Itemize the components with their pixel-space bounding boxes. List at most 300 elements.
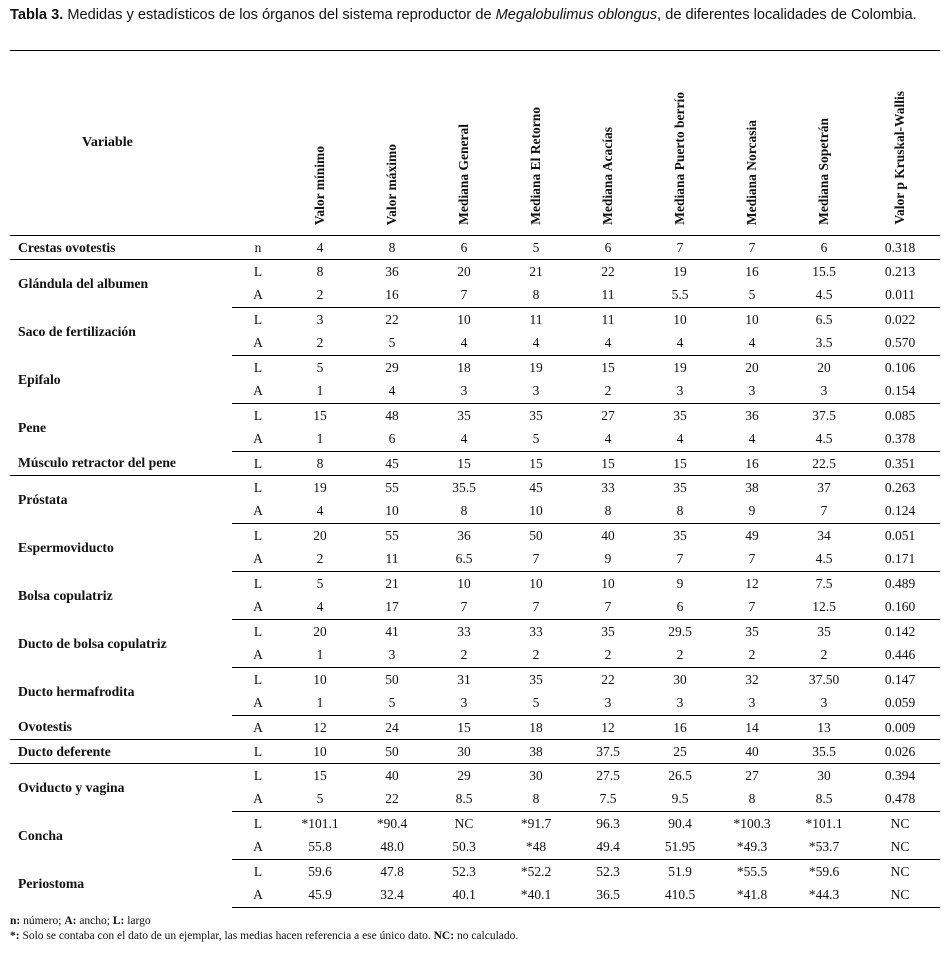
table-cell: 5 [316,359,324,375]
table-cell: *49.3 [716,836,788,860]
table-cell: 0.160 [860,596,940,620]
measure-type: L [253,527,263,543]
table-cell: *101.1 [301,815,339,831]
table-cell: 6 [788,236,860,260]
column-header-label: Mediana Puerto berrío [672,92,688,225]
table-cell: 8 [500,788,572,812]
table-cell: 22 [601,671,615,687]
table-cell: 2 [428,644,500,668]
table-cell: 15.5 [812,263,836,279]
note-term: L: [112,915,125,927]
table-cell: 3 [428,692,500,716]
table-cell: 4 [284,500,356,524]
table-cell: 10 [457,311,471,327]
notes-line-symbols [10,929,940,944]
table-cell: 12 [572,716,644,740]
table-cell: 0.011 [860,284,940,308]
table-cell: 8 [572,500,644,524]
variable-name: Pene [18,419,47,435]
table-row [10,740,940,764]
note-definition: Solo se contaba con el dato de un ejemplar, las medias hacen referencia a ese único dato. [19,930,434,942]
table-cell: 7.5 [815,575,833,591]
table-cell: 19 [529,359,543,375]
table-cell: 35 [673,407,687,423]
column-header [284,51,356,236]
measure-type: L [232,452,284,476]
table-cell: 34 [817,527,831,543]
table-cell: 13 [788,716,860,740]
table-cell: 9.5 [644,788,716,812]
table-row [10,860,940,884]
table-cell: 5 [356,692,428,716]
table-cell: 26.5 [668,767,692,783]
table-cell: 35 [457,407,471,423]
column-header-label: Valor mínimo [312,145,328,225]
table-cell: 8 [500,284,572,308]
table-cell: 4.5 [788,548,860,572]
table-cell: 37.5 [572,740,644,764]
table-cell: 10 [673,311,687,327]
variable-name: Ducto hermafrodita [18,683,135,699]
table-cell: 5.5 [644,284,716,308]
table-cell: 36 [385,263,399,279]
table-cell: *101.1 [805,815,843,831]
variable-name: Ducto de bolsa copulatriz [18,635,167,651]
caption-label: Tabla 3. [10,7,64,23]
table-cell: 3 [716,380,788,404]
table-cell: 3 [500,380,572,404]
table-cell: 4 [572,332,644,356]
variable-name: Periostoma [18,875,85,891]
note-term: NC: [433,930,455,942]
table-cell: 0.378 [860,428,940,452]
table-cell: 1 [284,644,356,668]
note-definition: largo [124,915,151,927]
table-cell: 0.318 [860,236,940,260]
table-cell: 30 [529,767,543,783]
table-cell: 3 [644,692,716,716]
table-cell: 20 [313,527,327,543]
measure-type: A [232,596,284,620]
variable-name: Espermoviducto [18,539,114,555]
column-header-label: Valor máximo [384,143,400,225]
measure-type: L [253,359,263,375]
table-cell: 0.570 [860,332,940,356]
table-cell: NC [860,884,940,908]
table-cell: 5 [500,428,572,452]
table-cell: *59.6 [808,863,840,879]
table-cell: 15 [313,407,327,423]
table-cell: 10 [457,575,471,591]
table-cell: 3.5 [788,332,860,356]
measure-type: A [232,716,284,740]
table-cell: 35 [673,479,687,495]
measure-type: A [232,500,284,524]
table-cell: 5 [716,284,788,308]
measure-type: L [253,767,263,783]
table-cell: 0.059 [860,692,940,716]
table-cell: 35 [601,623,615,639]
table-cell: 37.50 [808,671,840,687]
table-cell: 6.5 [428,548,500,572]
column-header [428,51,500,236]
measure-type: L [253,311,263,327]
table-cell: 29 [385,359,399,375]
table-cell: 8 [644,500,716,524]
note-definition: no calculado. [454,930,519,942]
table-cell: 8 [428,500,500,524]
note-term: n: [10,915,21,927]
table-cell: 3 [316,311,324,327]
table-cell: 4 [428,428,500,452]
table-cell: 1 [284,692,356,716]
measure-type: L [253,263,263,279]
table-cell: 5 [500,236,572,260]
variable-name: Concha [18,827,63,843]
table-cell: 25 [644,740,716,764]
table-cell: 2 [788,644,860,668]
table-row [10,452,940,476]
measure-type: A [232,788,284,812]
table-cell: 7 [500,548,572,572]
header-row [10,51,940,236]
column-header-label: Mediana Norcasia [744,119,760,225]
table-caption [10,6,945,24]
table-row [10,260,940,284]
table-cell: 0.147 [884,671,916,687]
measure-type: L [253,863,263,879]
caption-species: Megalobulimus oblongus [495,7,658,23]
table-cell: 6 [572,236,644,260]
table-cell: 16 [716,452,788,476]
table-row [10,572,940,596]
table-cell: 4 [428,332,500,356]
column-header-label: Mediana General [456,124,472,225]
table-cell: 5 [356,332,428,356]
table-cell: 1 [284,428,356,452]
table-cell: 10 [500,500,572,524]
table-cell: 15 [428,716,500,740]
table-cell: 29.5 [668,623,692,639]
variable-name: Crestas ovotestis [10,236,232,260]
table-cell: 37.5 [812,407,836,423]
table-cell: 38 [745,479,759,495]
table-cell: 33 [457,623,471,639]
table-cell: 4 [284,236,356,260]
table-cell: 21 [385,575,399,591]
table-cell: 10 [745,311,759,327]
measure-type: L [232,740,284,764]
table-cell: 50.3 [428,836,500,860]
table-cell: 59.6 [308,863,332,879]
table-cell: 3 [788,380,860,404]
table-cell: *55.5 [736,863,768,879]
table-cell: 3 [716,692,788,716]
table-cell: 50 [529,527,543,543]
caption-text-after: , de diferentes localidades de Colombia. [657,7,917,23]
table-cell: 9 [676,575,684,591]
table-cell: 0.478 [860,788,940,812]
table-cell: 15 [500,452,572,476]
table-cell: 2 [644,644,716,668]
table-cell: 18 [500,716,572,740]
table-cell: 30 [428,740,500,764]
table-cell: 2 [284,284,356,308]
table-row [10,356,940,380]
table-cell: *48 [500,836,572,860]
variable-name: Saco de fertilización [18,323,136,339]
table-cell: NC [890,815,910,831]
measure-type: n [232,236,284,260]
data-table [10,50,940,908]
table-cell: 0.263 [884,479,916,495]
table-cell: 27 [745,767,759,783]
table-cell: 7 [716,596,788,620]
table-cell: 410.5 [644,884,716,908]
table-cell: 37 [817,479,831,495]
table-cell: 11 [529,311,543,327]
table-row [10,716,940,740]
table-cell: 20 [313,623,327,639]
variable-name: Oviducto y vagina [18,779,125,795]
table-cell: 5 [500,692,572,716]
table-cell: 10 [284,740,356,764]
table-cell: 22 [601,263,615,279]
table-cell: 40 [716,740,788,764]
column-header-label: Mediana El Retorno [528,107,544,225]
table-cell: 35 [745,623,759,639]
table-cell: 22 [385,311,399,327]
variable-name: Glándula del albumen [18,275,149,291]
table-cell: 4.5 [788,428,860,452]
table-cell: 8 [356,236,428,260]
table-cell: 12 [745,575,759,591]
table-cell: 40 [385,767,399,783]
table-cell: 0.154 [860,380,940,404]
table-cell: *91.7 [520,815,552,831]
column-header-label: Mediana Acacías [600,127,616,225]
table-cell: 10 [313,671,327,687]
table-cell: 55.8 [284,836,356,860]
table-cell: 3 [572,692,644,716]
table-cell: 5 [284,788,356,812]
table-cell: 0.351 [860,452,940,476]
table-cell: 0.026 [860,740,940,764]
table-row [10,524,940,548]
table-cell: 3 [644,380,716,404]
table-cell: 7 [572,596,644,620]
table-cell: 5 [316,575,324,591]
column-header [644,51,716,236]
column-header [788,51,860,236]
table-cell: 49.4 [572,836,644,860]
variable-name: Bolsa copulatriz [18,587,113,603]
table-cell: 15 [601,359,615,375]
table-cell: 52.3 [452,863,476,879]
table-cell: 0.085 [884,407,916,423]
table-row [10,812,940,836]
table-cell: 2 [284,332,356,356]
table-cell: 2 [284,548,356,572]
measure-type: A [232,548,284,572]
table-cell: 4 [356,380,428,404]
table-cell: 45.9 [284,884,356,908]
table-cell: 0.051 [884,527,916,543]
table-cell: 0.009 [860,716,940,740]
table-cell: 40 [601,527,615,543]
table-cell: 4.5 [788,284,860,308]
table-cell: NC [454,815,474,831]
notes-line-abbreviations [10,914,940,929]
table-cell: 20 [457,263,471,279]
table-cell: 45 [356,452,428,476]
table-row [10,404,940,428]
table-cell: 6 [428,236,500,260]
column-header [716,51,788,236]
table-cell: 11 [356,548,428,572]
table-cell: 96.3 [596,815,620,831]
table-cell: 9 [716,500,788,524]
measure-type: A [232,836,284,860]
table-cell: 7 [716,548,788,572]
note-term: A: [64,915,77,927]
table-cell: 8 [316,263,324,279]
table-cell: 38 [500,740,572,764]
table-cell: 7 [788,500,860,524]
table-cell: 9 [572,548,644,572]
measure-type: L [253,815,263,831]
note-term: *: [10,930,20,942]
table-cell: *52.2 [520,863,552,879]
table-cell: 7 [644,548,716,572]
table-cell: 20 [745,359,759,375]
measure-type: L [253,479,263,495]
table-cell: 21 [529,263,543,279]
measure-type: A [232,428,284,452]
table-cell: 22.5 [788,452,860,476]
table-cell: 49 [745,527,759,543]
table-cell: 12 [284,716,356,740]
column-header [356,51,428,236]
measure-type: A [232,284,284,308]
caption-text-before: Medidas y estadísticos de los órganos del sistema reproductor de [63,7,496,23]
table-cell: 0.213 [884,263,916,279]
table-cell: 7 [500,596,572,620]
table-cell: 30 [673,671,687,687]
variable-name: Próstata [18,491,68,507]
measure-type: L [253,623,263,639]
variable-header: Variable [10,51,284,236]
table-cell: 8 [284,452,356,476]
table-cell: 19 [673,359,687,375]
table-cell: 45 [529,479,543,495]
table-cell: 6 [644,596,716,620]
table-cell: 7 [644,236,716,260]
column-header [500,51,572,236]
table-cell: 51.95 [644,836,716,860]
table-cell: 8.5 [428,788,500,812]
table-cell: 55 [385,479,399,495]
measure-type: L [253,575,263,591]
table-cell: 0.446 [860,644,940,668]
table-row [10,236,940,260]
table-cell: 16 [644,716,716,740]
measure-type: L [253,671,263,687]
table-cell: NC [890,863,910,879]
table-cell: 32 [745,671,759,687]
table-cell: 0.022 [884,311,916,327]
table-cell: *90.4 [376,815,408,831]
table-cell: 3 [788,692,860,716]
table-cell: 0.142 [884,623,916,639]
measure-type: A [232,644,284,668]
table-cell: 0.489 [884,575,916,591]
table-cell: 4 [716,332,788,356]
table-cell: NC [860,836,940,860]
table-cell: 27.5 [596,767,620,783]
table-cell: 15 [644,452,716,476]
measure-type: A [232,884,284,908]
table-row [10,308,940,332]
table-cell: 12.5 [788,596,860,620]
table-cell: 33 [529,623,543,639]
table-cell: 4 [644,428,716,452]
table-cell: 24 [356,716,428,740]
table-cell: 4 [716,428,788,452]
table-cell: 10 [356,500,428,524]
table-cell: 16 [745,263,759,279]
table-cell: 50 [385,671,399,687]
table-cell: 2 [716,644,788,668]
table-cell: 7 [428,596,500,620]
table-cell: 22 [356,788,428,812]
measure-type: A [232,332,284,356]
table-cell: 15 [572,452,644,476]
table-notes [10,914,940,944]
table-cell: 31 [457,671,471,687]
note-definition: número; [20,915,65,927]
table-body [10,236,940,908]
variable-name: Ovotestis [10,716,232,740]
table-cell: 2 [572,644,644,668]
table-cell: *40.1 [500,884,572,908]
note-definition: ancho; [76,915,113,927]
table-cell: 4 [644,332,716,356]
table-cell: 15 [428,452,500,476]
table-cell: 48.0 [356,836,428,860]
column-header [572,51,644,236]
measure-type: L [253,407,263,423]
column-header-label: Valor p Kruskal-Wallis [892,91,908,225]
variable-name: Epifalo [18,371,61,387]
table-cell: 4 [284,596,356,620]
table-cell: 35 [673,527,687,543]
table-cell: 7 [428,284,500,308]
table-cell: 35 [529,671,543,687]
table-cell: 35 [817,623,831,639]
table-cell: 33 [601,479,615,495]
table-cell: 55 [385,527,399,543]
column-header-label: Mediana Sopetrán [816,118,832,225]
table-cell: 6.5 [815,311,833,327]
table-cell: 11 [601,311,615,327]
table-cell: 3 [356,644,428,668]
table-cell: 4 [500,332,572,356]
table-cell: 30 [817,767,831,783]
measure-type: A [232,380,284,404]
table-cell: 90.4 [668,815,692,831]
table-cell: *53.7 [788,836,860,860]
